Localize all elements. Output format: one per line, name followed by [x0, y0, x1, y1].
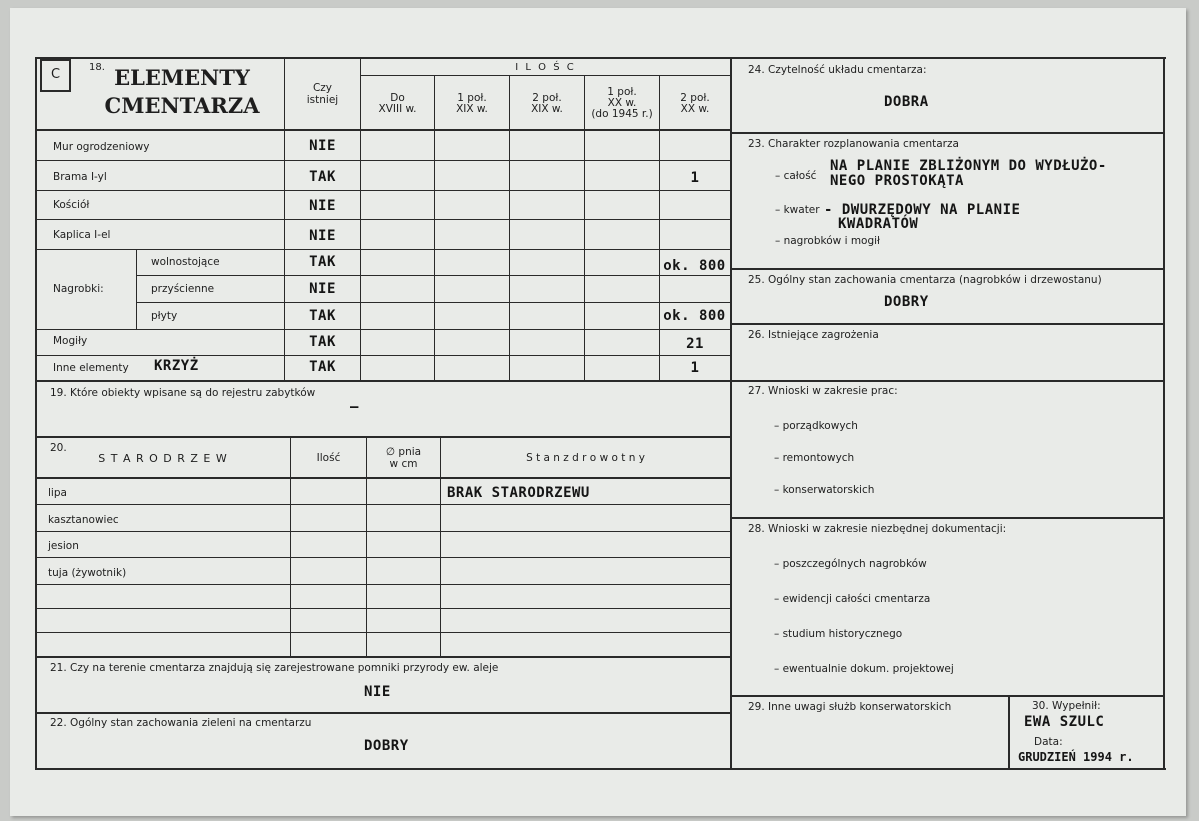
row-line — [36, 632, 730, 633]
section-19-label: 19. Które obiekty wpisane są do rejestru zabytków — [50, 387, 316, 399]
ilosc-header: I L O Ś C — [515, 62, 576, 73]
row-line — [36, 355, 730, 356]
section-23-label: 23. Charakter rozplanowania cmentarza — [748, 138, 959, 150]
section-20-number: 20. — [50, 442, 67, 454]
czy-przyscienne: NIE — [309, 281, 336, 297]
czy-mur: NIE — [309, 138, 336, 154]
row-label-kosciol: Kościół — [53, 199, 90, 211]
section-29-label: 29. Inne uwagi służb konserwatorskich — [748, 701, 952, 713]
starodrzew-pnia-header-2: w cm — [389, 458, 418, 470]
frame-middle — [730, 57, 732, 770]
row-line — [36, 219, 730, 220]
section-23-bottom — [731, 268, 1164, 270]
section-23-calosc-value-1: NA PLANIE ZBLIŻONYM DO WYDŁUŻO- — [830, 158, 1107, 174]
czy-kaplica: NIE — [309, 228, 336, 244]
row-label-inne: Inne elementy — [53, 362, 129, 374]
section-23-kwater-label: – kwater — [775, 204, 820, 216]
row-line — [136, 275, 730, 276]
col-header-2b: XIX w. — [456, 103, 488, 115]
col-line — [290, 437, 291, 656]
section-23-kwater-value-2: KWADRATÓW — [838, 216, 919, 232]
row-label-kaplica: Kaplica I-el — [53, 229, 111, 241]
section-letter-box: C — [40, 59, 71, 92]
czy-brama: TAK — [309, 169, 336, 185]
section-27-item-konserwatorskich: – konserwatorskich — [774, 484, 875, 496]
section-25-value: DOBRY — [884, 294, 929, 310]
frame-left — [35, 57, 37, 770]
section-27-item-remontowych: – remontowych — [774, 452, 855, 464]
section-20-bottom — [36, 656, 730, 658]
col-line — [584, 76, 585, 380]
col-header-4b: XX w. — [607, 97, 637, 109]
col-line — [366, 437, 367, 656]
col-header-5b: XX w. — [680, 103, 710, 115]
section-26-label: 26. Istniejące zagrożenia — [748, 329, 879, 341]
starodrzew-stan-header: S t a n z d r o w o t n y — [526, 452, 645, 464]
nagrobki-divider — [136, 250, 137, 329]
starodrzew-header: S T A R O D R Z E W — [98, 452, 228, 465]
col-header-4c: (do 1945 r.) — [591, 108, 653, 120]
col-line — [434, 76, 435, 380]
section-30-divider — [1008, 696, 1010, 769]
count-mogily: 21 — [686, 336, 704, 352]
section-23-nagrobkow-label: – nagrobków i mogił — [775, 235, 881, 247]
col-header-3a: 2 poł. — [532, 92, 562, 104]
czy-plyty: TAK — [309, 308, 336, 324]
col-line — [659, 76, 660, 380]
section-18-title-line2: CMENTARZA — [104, 93, 260, 118]
section-26-bottom — [731, 380, 1164, 382]
col-header-1b: XVIII w. — [378, 103, 417, 115]
czy-inne: TAK — [309, 359, 336, 375]
section-21-value: NIE — [364, 684, 391, 700]
section-25-bottom — [731, 323, 1164, 325]
count-plyty: ok. 800 — [663, 308, 726, 324]
starodrzew-header-bottom — [36, 477, 730, 479]
czy-header-2: istniej — [306, 94, 339, 106]
tree-row-jesion: jesion — [48, 540, 79, 552]
header-bottom-line — [36, 129, 730, 131]
tree-row-tuja: tuja (żywotnik) — [48, 567, 127, 579]
section-24-value: DOBRA — [884, 94, 929, 110]
section-24-label: 24. Czytelność układu cmentarza: — [748, 64, 927, 76]
section-28-bottom — [731, 695, 1164, 697]
row-line — [36, 190, 730, 191]
frame-bottom — [35, 768, 1166, 770]
row-line — [36, 160, 730, 161]
section-30-label: 30. Wypełnił: — [1032, 700, 1101, 712]
section-18-title-line1: ELEMENTY — [114, 65, 250, 90]
tree-row-lipa: lipa — [48, 487, 67, 499]
count-wolnostojace: ok. 800 — [663, 258, 726, 274]
section-24-bottom — [731, 132, 1164, 134]
row-line — [136, 302, 730, 303]
czy-header-1: Czy — [312, 82, 333, 94]
section-28-item-3: – studium historycznego — [774, 628, 903, 640]
czy-kosciol: NIE — [309, 198, 336, 214]
section-18-number: 18. — [89, 62, 105, 73]
col-header-5a: 2 poł. — [680, 92, 710, 104]
section-19-value: – — [350, 399, 359, 415]
section-23-kwater-value-1: - DWURZĘDOWY NA PLANIE — [824, 202, 1021, 218]
row-inne-value: KRZYŻ — [154, 358, 199, 374]
section-22-label: 22. Ogólny stan zachowania zieleni na cmentarzu — [50, 717, 312, 729]
col-header-2a: 1 poł. — [457, 92, 487, 104]
row-line — [36, 584, 730, 585]
row-label-przyscienne: przyścienne — [151, 283, 215, 295]
section-27-item-porzadkowych: – porządkowych — [774, 420, 858, 432]
section-25-label: 25. Ogólny stan zachowania cmentarza (nagrobków i drzewostanu) — [748, 274, 1102, 286]
frame-right — [1163, 57, 1165, 770]
col-header-3b: XIX w. — [531, 103, 563, 115]
ilosc-underline — [360, 75, 730, 76]
row-label-mur: Mur ogrodzeniowy — [53, 141, 150, 153]
starodrzew-stan-value: BRAK STARODRZEWU — [447, 485, 590, 501]
row-line — [36, 329, 730, 330]
section-19-bottom — [36, 436, 730, 438]
starodrzew-ilosc-header: Ilość — [316, 452, 341, 464]
section-28-item-4: – ewentualnie dokum. projektowej — [774, 663, 954, 675]
row-label-mogily: Mogiły — [53, 335, 88, 347]
section-23-calosc-value-2: NEGO PROSTOKĄTA — [830, 173, 964, 189]
section-27-label: 27. Wnioski w zakresie prac: — [748, 385, 898, 397]
row-line — [36, 504, 730, 505]
section-21-bottom — [36, 712, 730, 714]
row-label-nagrobki: Nagrobki: — [53, 283, 104, 295]
czy-mogily: TAK — [309, 334, 336, 350]
col-line — [440, 437, 441, 656]
section-30-date-value: GRUDZIEŃ 1994 r. — [1018, 750, 1134, 764]
section-23-calosc-label: – całość — [775, 170, 817, 182]
section-18-bottom — [36, 380, 730, 382]
section-28-label: 28. Wnioski w zakresie niezbędnej dokumentacji: — [748, 523, 1007, 535]
section-21-label: 21. Czy na terenie cmentarza znajdują się zarejestrowane pomniki przyrody ew. aleje — [50, 662, 499, 674]
section-30-value: EWA SZULC — [1024, 714, 1105, 730]
col-header-1a: Do — [390, 92, 405, 104]
row-label-wolnostojace: wolnostojące — [151, 256, 220, 268]
row-line — [36, 557, 730, 558]
frame-top — [35, 57, 1166, 59]
col-line — [509, 76, 510, 380]
section-22-value: DOBRY — [364, 738, 409, 754]
row-label-plyty: płyty — [151, 310, 178, 322]
row-label-brama: Brama I-yl — [53, 171, 107, 183]
row-line — [36, 249, 730, 250]
row-line — [36, 608, 730, 609]
section-28-item-1: – poszczególnych nagrobków — [774, 558, 927, 570]
count-inne: 1 — [690, 360, 700, 376]
starodrzew-pnia-header-1: ∅ pnia — [385, 446, 422, 458]
count-brama: 1 — [690, 170, 700, 186]
section-27-bottom — [731, 517, 1164, 519]
tree-row-kasztanowiec: kasztanowiec — [48, 514, 119, 526]
section-30-date-label: Data: — [1034, 736, 1063, 748]
row-line — [36, 531, 730, 532]
col-header-4a: 1 poł. — [607, 86, 637, 98]
section-28-item-2: – ewidencji całości cmentarza — [774, 593, 931, 605]
czy-wolnostojace: TAK — [309, 254, 336, 270]
